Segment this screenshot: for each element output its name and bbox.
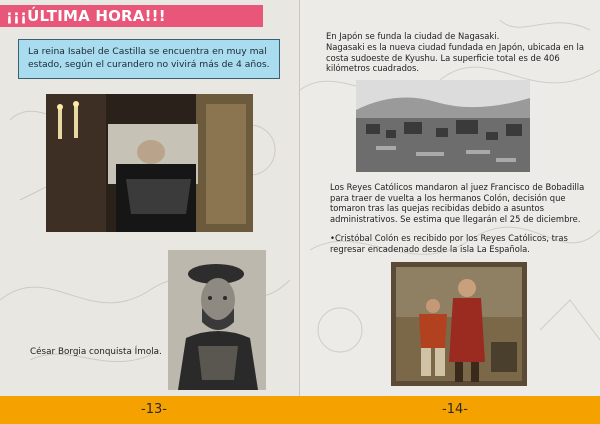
nagasaki-photo (356, 80, 530, 172)
cesar-borgia-portrait (168, 250, 266, 390)
breaking-news-banner (0, 5, 263, 27)
page-footer (0, 396, 600, 424)
page-number-right: -14- (442, 402, 468, 417)
queen-isabel-callout: La reina Isabel de Castilla se encuentra en muy mal estado, según el curandero no vivirá más de 4 años. (18, 39, 280, 79)
nagasaki-article: Nagasaki es la nueva ciudad fundada en Japón, ubicada en la costa sudoeste de Kyushu. La superficie total es de 406 kilómetros cuadrados. (326, 42, 584, 74)
left-page (0, 0, 299, 396)
right-page (300, 0, 600, 396)
bobadilla-article: Los Reyes Católicos mandaron al juez Francisco de Bobadilla para traer de vuelta a los hermanos Colón, decisión que tomaron tras las quejas recibidas debido a asuntos administrativos. Se estima que llegarán el 25 de diciembre. (330, 182, 585, 224)
page-number-left: -13- (141, 402, 167, 417)
colon-article: •Cristóbal Colón es recibido por los Reyes Católicos, tras regresar encadenado desde la isla La Española. (330, 233, 568, 254)
nagasaki-headline: En Japón se funda la ciudad de Nagasaki. (326, 31, 500, 41)
queen-deathbed-photo (46, 94, 253, 232)
banner-title: ¡¡¡ÚLTIMA HORA!!! (6, 7, 166, 25)
colon-painting (391, 262, 527, 386)
borgia-caption: César Borgia conquista Ímola. (30, 347, 162, 357)
